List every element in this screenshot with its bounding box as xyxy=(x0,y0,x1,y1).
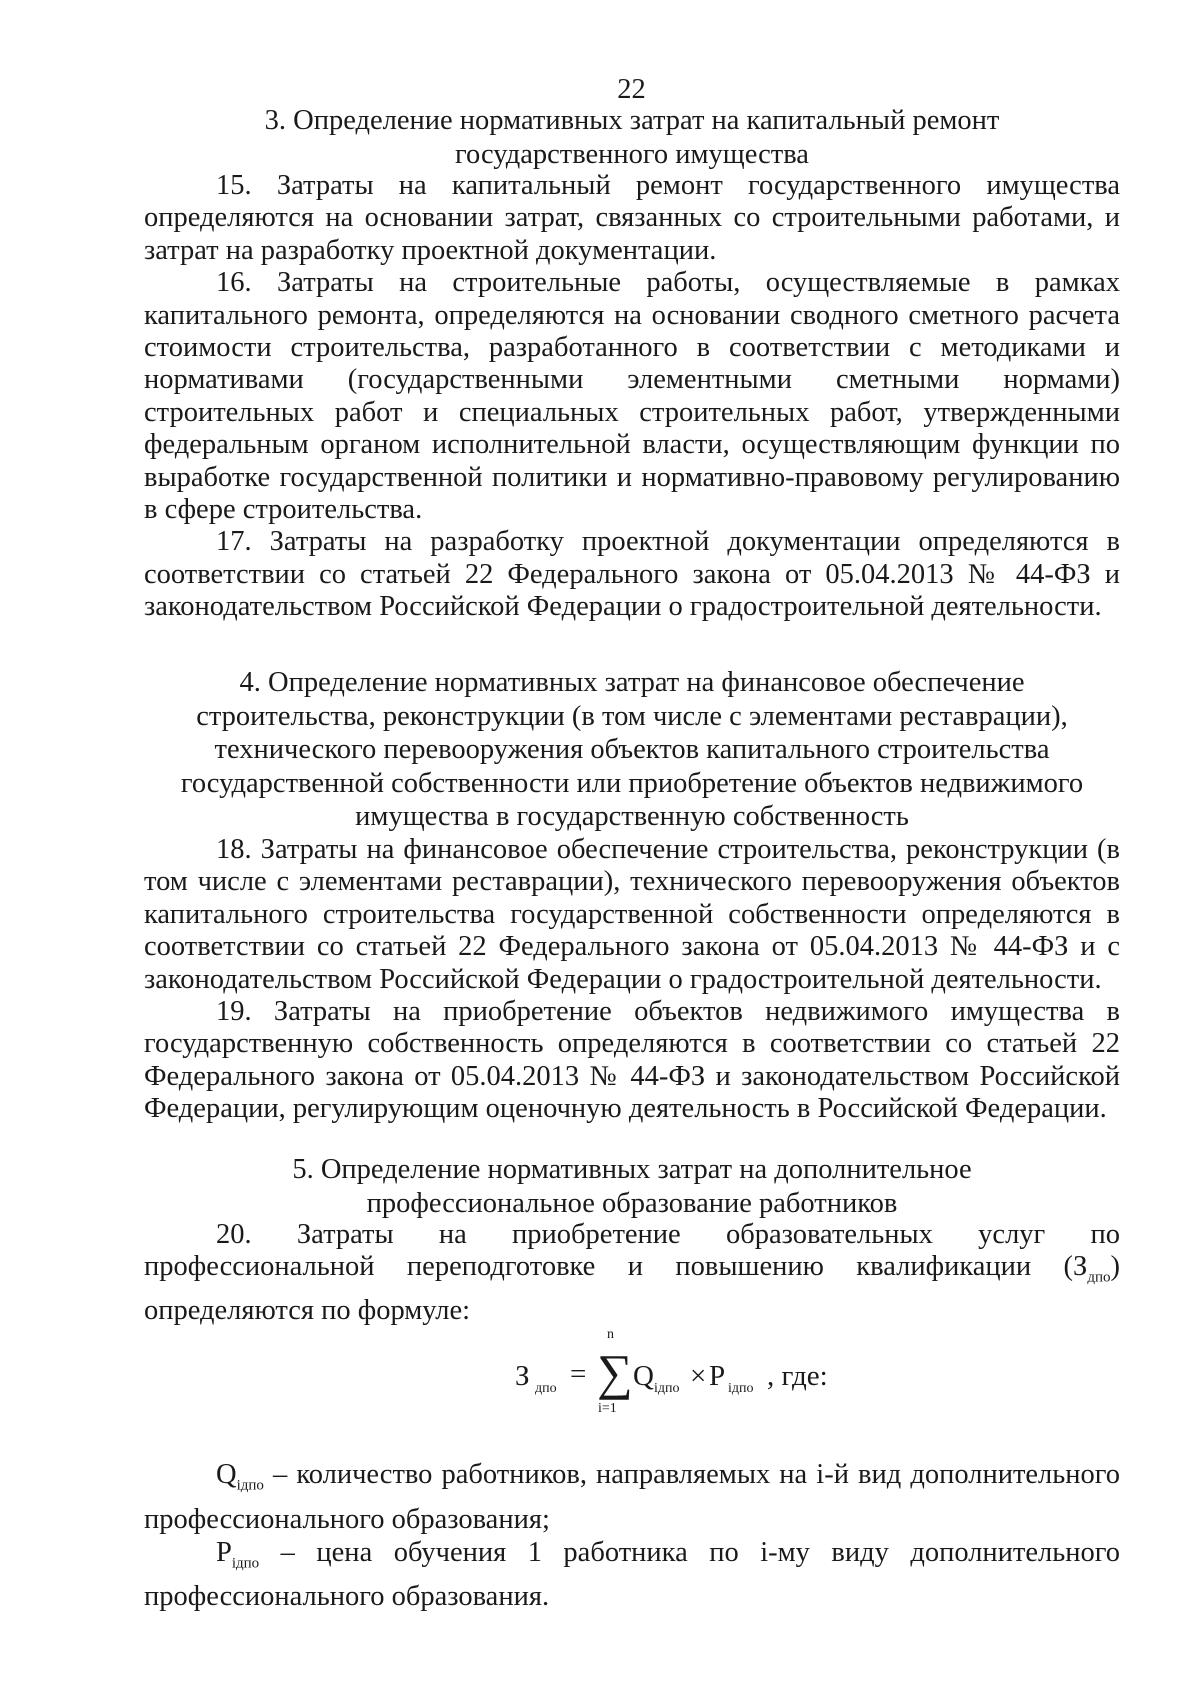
section-4-body xyxy=(144,834,1120,1126)
formula-lhs-subscript: дпо xyxy=(535,1381,557,1396)
heading-line: технического перевооружения объектов капитального строительства xyxy=(214,734,1050,765)
paragraph-20-text: 20. Затраты на приобретение образовательных услуг по профессиональной переподготовке и повышению квалификации (З xyxy=(144,1219,1120,1283)
definition-q-symbol: Q xyxy=(216,1459,237,1490)
heading-line: 3. Определение нормативных затрат на капитальный ремонт xyxy=(264,105,1000,136)
formula-q: Q xyxy=(633,1360,654,1392)
paragraph-17: 17. Затраты на разработку проектной документации определяются в соответствии со статьей 22 Федерального закона от 05.04.2013 № 44-ФЗ и законодательством Российской Федерации о градостроительной деятельности. xyxy=(144,526,1120,623)
paragraph-19: 19. Затраты на приобретение объектов недвижимого имущества в государственную собственность определяются в соответствии со статьей 22 Федерального закона от 05.04.2013 № 44-ФЗ и законодательством Российской Федерации, регулирующим оценочную деятельность в Российской Федерации. xyxy=(144,996,1120,1125)
paragraph-18: 18. Затраты на финансовое обеспечение строительства, реконструкции (в том числе с элементами реставрации), технического перевооружения объектов капитального строительства государственной собственности определяются в соответствии со статьей 22 Федерального закона от 05.04.2013 № 44-ФЗ и с законодательством Российской Федерации о градостроительной деятельности. xyxy=(144,834,1120,995)
heading-line: профессиональное образование работников xyxy=(366,1187,898,1219)
heading-line: имущества в государственную собственность xyxy=(355,801,909,832)
definition-q-text: – количество работников, направляемых на i-й вид дополнительного профессионального образования; xyxy=(144,1459,1120,1535)
formula-p: P xyxy=(709,1360,726,1392)
paragraph-20-tail: ) определяются по формуле: xyxy=(144,1251,1120,1326)
paragraph-16: 16. Затраты на строительные работы, осуществляемые в рамках капитального ремонта, определяются на основании сводного сметного расчета стоимости строительства, разработанного в соответствии с методиками и нормативами (государственными элементными сметными нормами) строительных работ и специальных строительных работ, утвержденными федеральным органом исполнительной власти, осуществляющим функции по выработке государственной политики и нормативно-правовому регулированию в сфере строительства. xyxy=(144,267,1120,526)
heading-line: государственной собственности или приобретение объектов недвижимого xyxy=(180,767,1084,799)
section-3-body xyxy=(144,170,1120,624)
heading-line: 5. Определение нормативных затрат на дополнительное xyxy=(292,1154,972,1185)
formula-p-subscript: iдпо xyxy=(728,1381,754,1396)
heading-line: строительства, реконструкции (в том числе с элементами реставрации), xyxy=(196,700,1068,732)
formula-q-subscript: iдпо xyxy=(654,1381,680,1396)
section-5-body xyxy=(144,1219,1120,1327)
definition-p-symbol: P xyxy=(216,1536,232,1568)
definitions xyxy=(144,1458,1120,1613)
definition-q-subscript: iдпо xyxy=(236,1477,264,1494)
definition-p-text: – цена обучения 1 работника по i-му виду дополнительного профессионального образования. xyxy=(144,1536,1120,1613)
section-3-heading xyxy=(144,104,1120,171)
definition-p xyxy=(144,1536,1120,1614)
paragraph-20 xyxy=(144,1219,1120,1327)
formula-sum-lower: i=1 xyxy=(598,1401,617,1416)
definition-p-subscript: iдпо xyxy=(231,1555,260,1572)
section-5-heading xyxy=(144,1153,1120,1220)
paragraph-20-subscript: дпо xyxy=(1087,1270,1111,1287)
sigma-symbol: ∑ xyxy=(597,1344,633,1400)
formula-times: × xyxy=(690,1360,707,1392)
paragraph-15: 15. Затраты на капитальный ремонт государственного имущества определяются на основании затрат, связанных со строительными работами, и затрат на разработку проектной документации. xyxy=(144,170,1120,266)
formula-equals: = xyxy=(570,1358,587,1390)
heading-line: государственного имущества xyxy=(455,138,809,170)
heading-line: 4. Определение нормативных затрат на финансовое обеспечение xyxy=(239,667,1025,698)
formula-sum-upper: n xyxy=(607,1327,614,1342)
formula xyxy=(515,1325,915,1435)
section-4-heading xyxy=(144,666,1120,834)
definition-q xyxy=(144,1458,1120,1536)
page-number: 22 xyxy=(617,74,646,105)
formula-tail: , где: xyxy=(767,1360,828,1392)
formula-lhs: З xyxy=(515,1360,530,1392)
